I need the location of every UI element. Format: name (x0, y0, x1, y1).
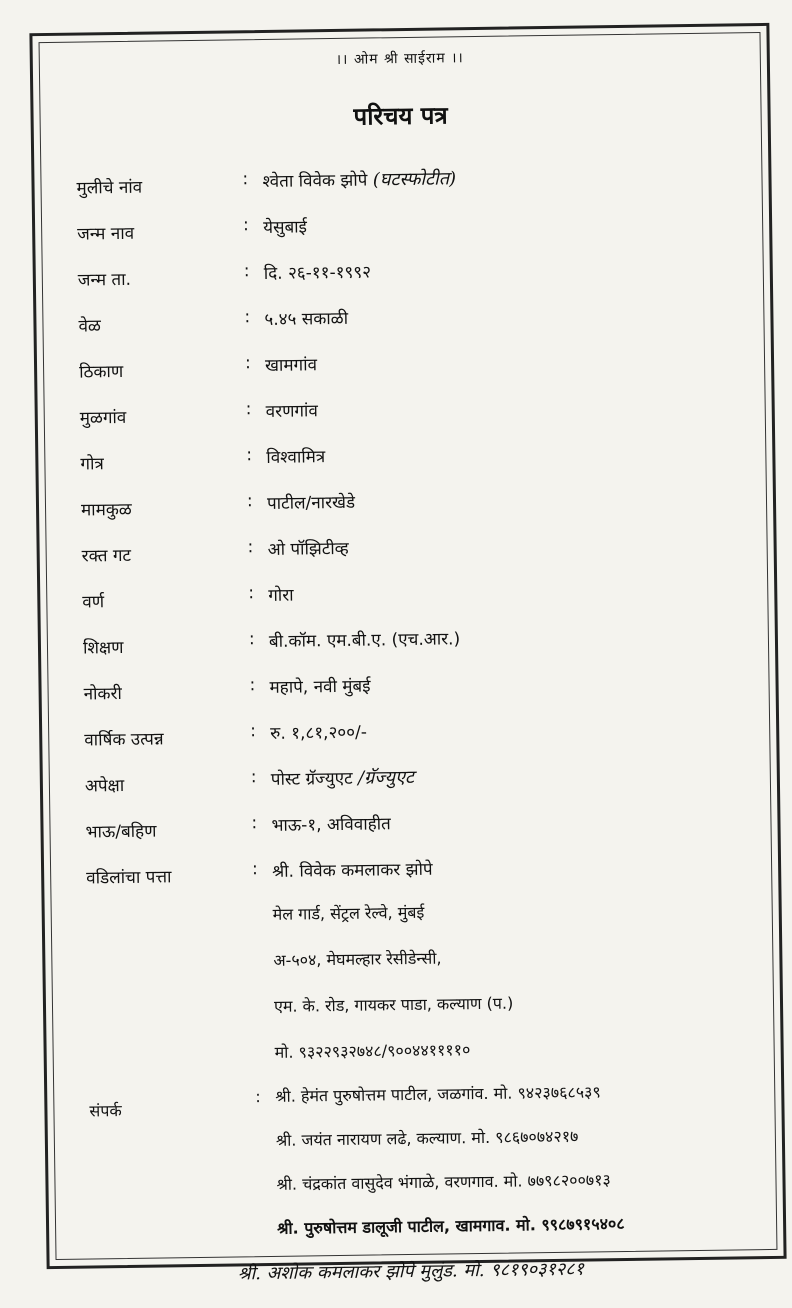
field-colon: : (242, 215, 249, 236)
field-value: बी.कॉम. एम.बी.ए. (एच.आर.) (268, 629, 461, 652)
field-colon: : (250, 767, 257, 788)
field-label: ठिकाण (79, 361, 124, 383)
page-title: परिचय पत्र (353, 101, 448, 131)
field-value-text: पोस्ट ग्रॅज्युएट (270, 768, 353, 790)
field-label: वार्षिक उत्पन्न (84, 729, 164, 751)
field-value: खामगांव (264, 355, 318, 376)
field-colon: : (243, 261, 250, 282)
field-value (271, 765, 415, 791)
address-line: एम. के. रोड, गायकर पाडा, कल्याण (प.) (273, 993, 514, 1016)
field-value: वरणगांव (265, 401, 318, 422)
field-colon: : (246, 445, 253, 466)
field-label: मुलीचे नांव (76, 177, 143, 199)
field-label: जन्म नाव (77, 223, 135, 245)
field-colon: : (244, 353, 251, 374)
field-value: श्री. विवेक कमलाकर झोपे (272, 859, 433, 882)
field-colon: : (251, 813, 258, 834)
contacts-list (237, 1080, 626, 1305)
field-value: भाऊ-१, अविवाहीत (271, 814, 391, 836)
field-row-father-address (86, 846, 747, 901)
field-colon: : (247, 537, 254, 558)
contact-item: श्री. हेमंत पुरुषोत्तम पाटील, जळगांव. मो. ९४२३७६८५३९ (275, 1082, 601, 1106)
field-value: येसुबाई (263, 217, 308, 238)
field-value: पाटील/नारखेडे (266, 492, 356, 514)
father-address-block (273, 900, 515, 1087)
field-colon: : (251, 859, 258, 880)
address-line: मेल गार्ड, सेंट्रल रेल्वे, मुंबई (272, 902, 425, 924)
field-label: मुळगांव (79, 407, 127, 429)
field-colon: : (255, 1087, 261, 1107)
handwritten-note: (घटस्फोटीत) (372, 168, 457, 191)
profile-fields (76, 156, 746, 901)
field-colon: : (250, 721, 257, 742)
field-label: वर्ण (82, 592, 105, 613)
address-phone: मो. ९३२२९३२७४८/९००४४११११० (274, 1040, 471, 1062)
field-label: जन्म ता. (77, 269, 132, 291)
field-value: रु. १,८१,२००/- (270, 722, 368, 744)
field-label: रक्त गट (81, 545, 132, 567)
field-colon: : (246, 491, 253, 512)
field-label: नोकरी (83, 684, 123, 705)
field-value: विश्वामित्र (266, 447, 326, 468)
header-mantra: ।। ओम श्री साईराम ।। (335, 50, 464, 68)
document-border (29, 23, 786, 1285)
field-value: ५.४५ सकाळी (264, 308, 349, 330)
field-label: अपेक्षा (84, 775, 125, 797)
field-label: शिक्षण (82, 637, 124, 659)
field-colon: : (244, 307, 251, 328)
contacts-label: संपर्क (89, 1101, 122, 1121)
field-label: वेळ (78, 316, 102, 337)
handwritten-note: /ग्रॅज्युएट (357, 766, 415, 789)
field-colon: : (249, 675, 256, 696)
field-value: ओ पॉझिटीव्ह (267, 538, 349, 560)
field-label: मामकुळ (80, 499, 132, 521)
address-line: अ-५०४, मेघमल्हार रेसीडेन्सी, (273, 948, 442, 970)
field-colon: : (245, 399, 252, 420)
field-value: गोरा (268, 585, 294, 606)
field-value (262, 166, 456, 193)
field-colon: : (248, 583, 255, 604)
handwritten-contact: श्री. अशोक कमलाकर झोपे मुलुंड. मो. ९८१९०३१२८१ (237, 1258, 585, 1285)
field-colon: : (248, 629, 255, 650)
field-label: भाऊ/बहिण (85, 821, 157, 843)
field-value: दि. २६-११-१९९२ (263, 262, 372, 284)
field-label: वडिलांचा पत्ता (86, 867, 172, 889)
contact-item: श्री. चंद्रकांत वासुदेव भंगाळे, वरणगाव. मो. ७७९८२००७१३ (276, 1170, 611, 1194)
field-colon: : (242, 169, 249, 190)
field-label: गोत्र (80, 454, 104, 475)
contact-item: श्री. पुरुषोत्तम डालूजी पाटील, खामगाव. मो. ९९८७९१५४०८ (276, 1214, 625, 1238)
field-value: महापे, नवी मुंबई (269, 676, 371, 698)
contact-item: श्री. जयंत नारायण लढे, कल्याण. मो. ९८६७०७४२१७ (275, 1126, 579, 1150)
field-value-text: श्वेता विवेक झोपे (262, 170, 368, 192)
